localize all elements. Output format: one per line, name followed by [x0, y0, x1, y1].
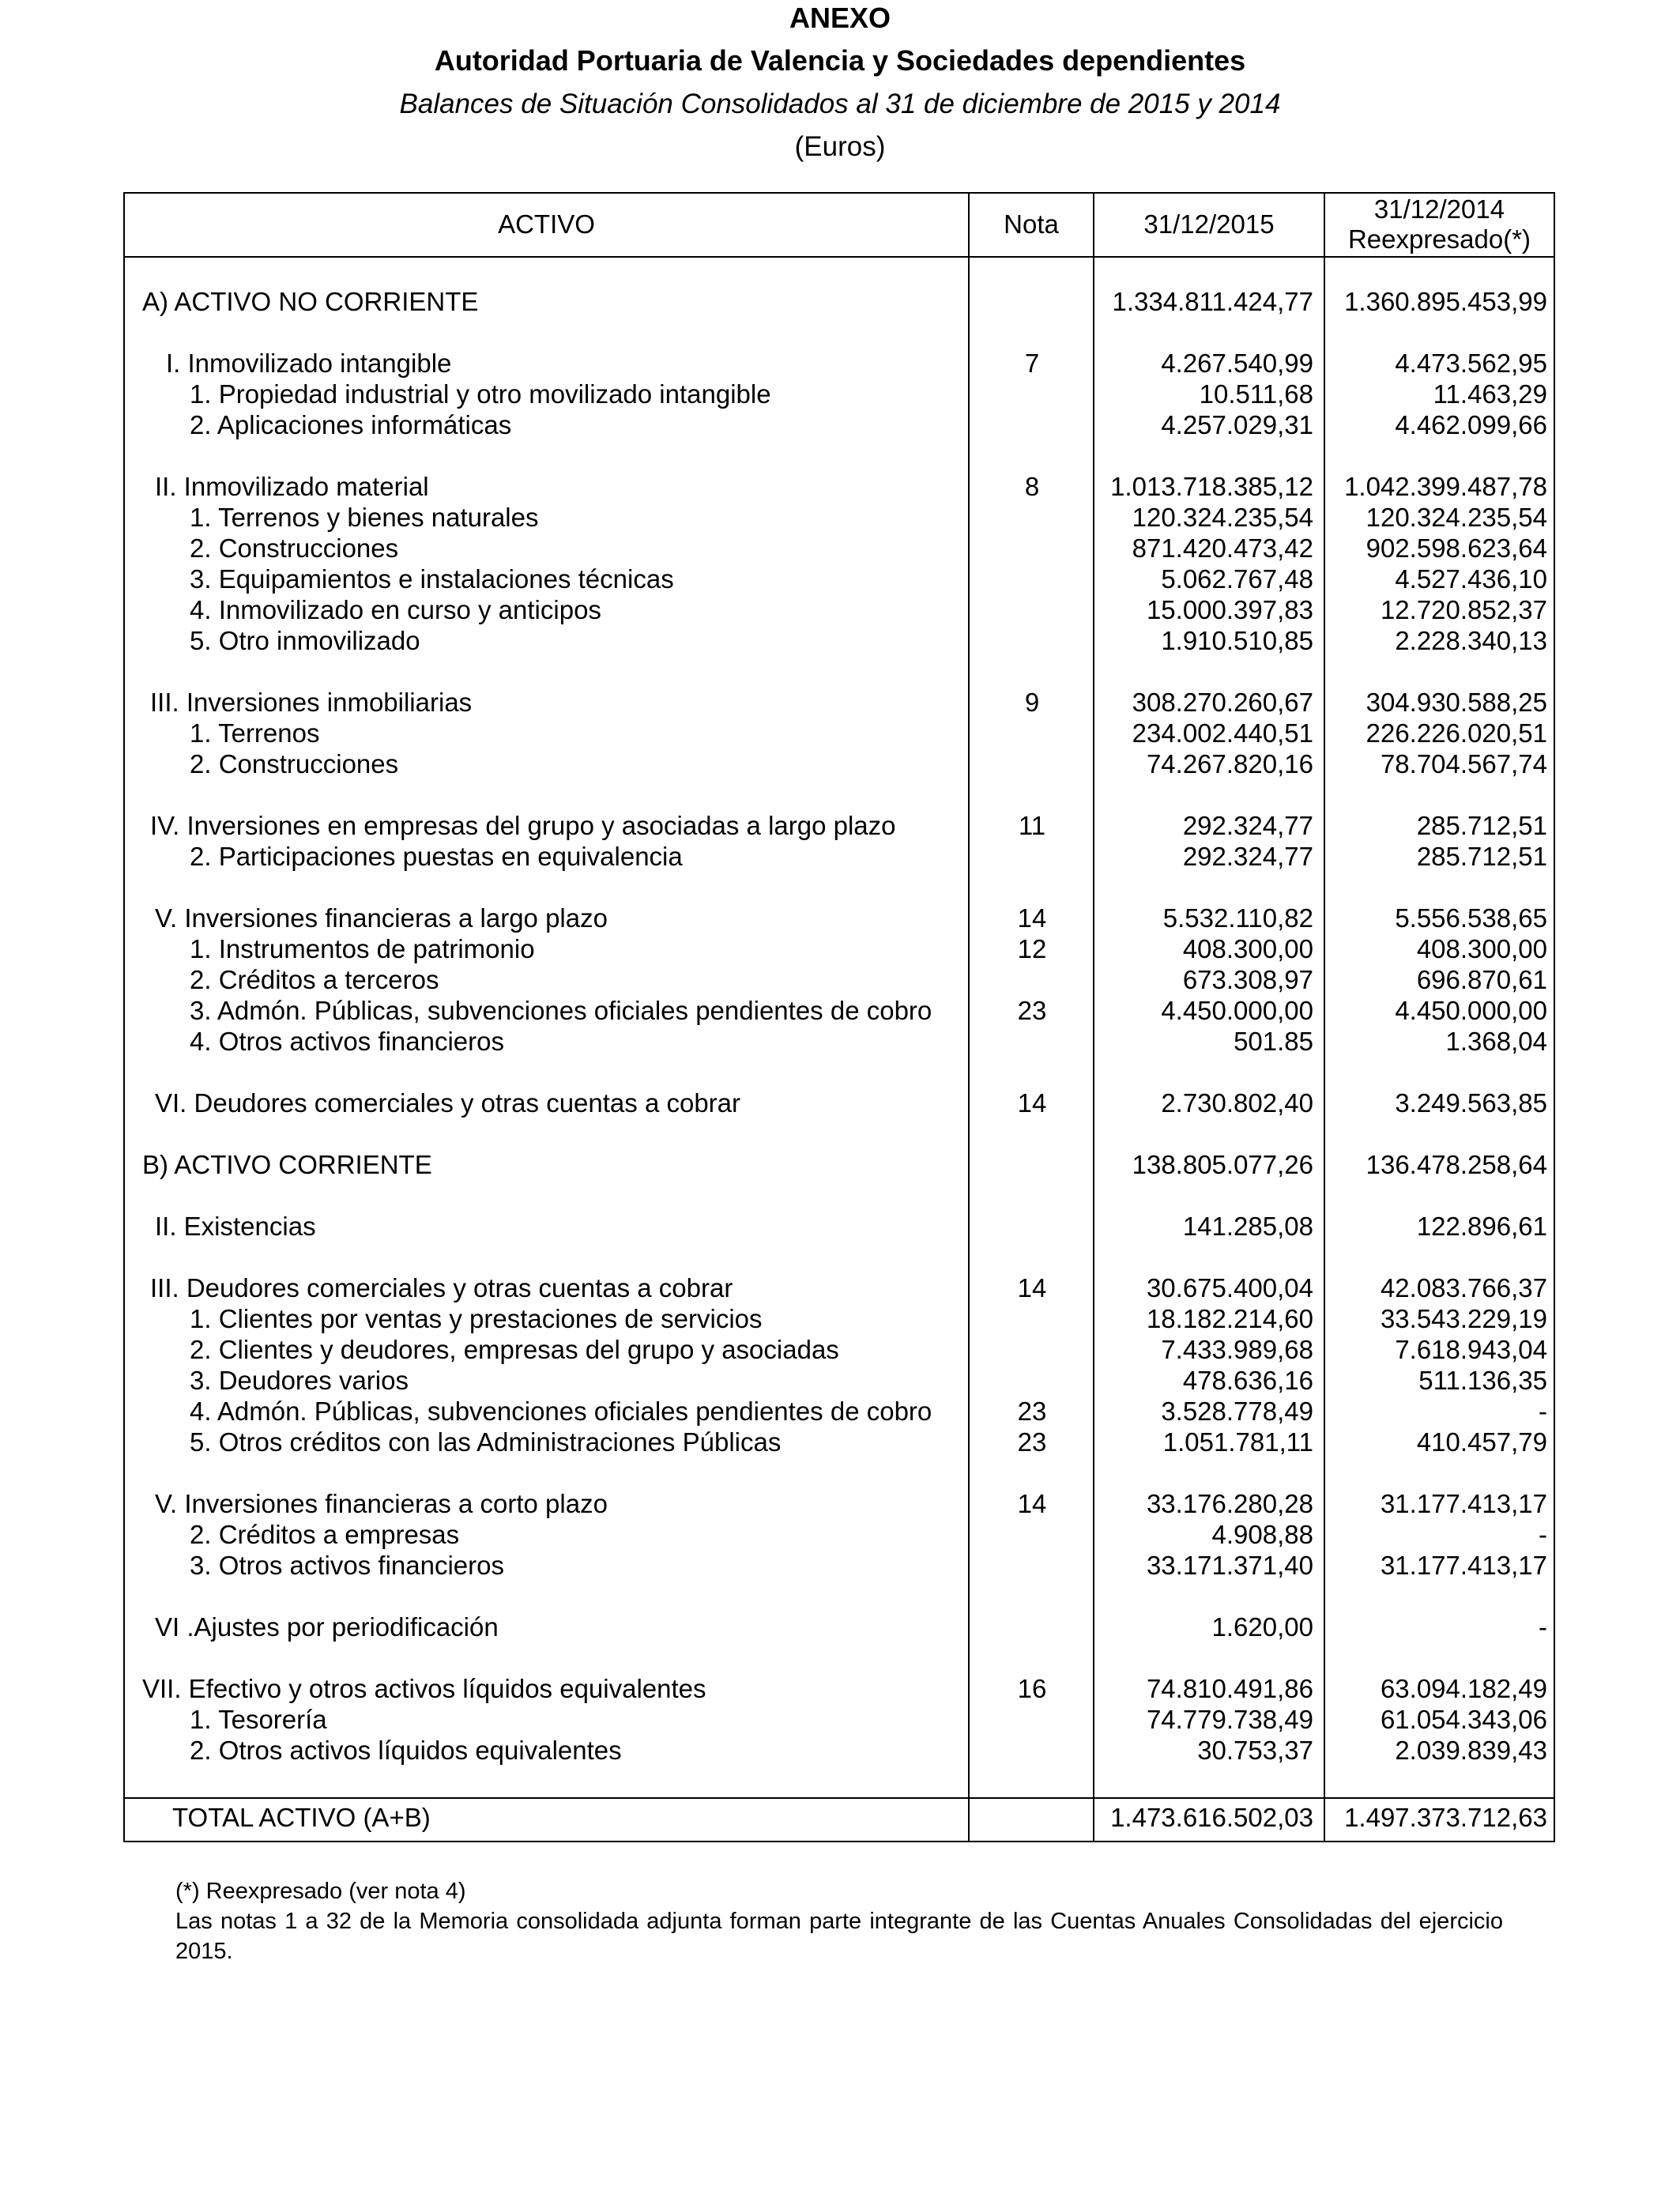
- table-row: [125, 1488, 1554, 1519]
- row-value-2015: 33.176.280,28: [1146, 1489, 1313, 1518]
- row-value-2014: 902.598.623,64: [1365, 533, 1547, 563]
- row-value-2015: 30.675.400,04: [1146, 1273, 1313, 1302]
- row-value-2015: 120.324.235,54: [1132, 503, 1313, 532]
- row-label: 2. Participaciones puestas en equivalencia: [190, 842, 683, 871]
- table-row: [125, 1365, 1554, 1396]
- row-value-2015: 4.450.000,00: [1161, 996, 1313, 1025]
- row-value-2014: 511.136,35: [1418, 1366, 1547, 1395]
- row-value-2014: 285.712,51: [1416, 811, 1547, 840]
- row-value-2014: 1.360.895.453,99: [1344, 287, 1547, 316]
- table-row: [125, 810, 1554, 841]
- row-value-2014: 304.930.588,25: [1365, 688, 1547, 717]
- row-value-2015: 30.753,37: [1197, 1736, 1313, 1765]
- row-label: V. Inversiones financieras a largo plazo: [155, 903, 608, 933]
- table-row: [125, 594, 1554, 625]
- row-value-2014: 122.896,61: [1416, 1212, 1547, 1241]
- row-value-2014: 31.177.413,17: [1380, 1489, 1547, 1518]
- annex-title: ANEXO: [789, 2, 891, 34]
- row-value-2015: 74.267.820,16: [1146, 749, 1313, 778]
- row-value-2014: 2.039.839,43: [1395, 1736, 1547, 1765]
- row-value-2015: 2.730.802,40: [1161, 1088, 1313, 1118]
- row-label: 4. Otros activos financieros: [190, 1027, 504, 1056]
- statement-subtitle: Balances de Situación Consolidados al 31 de diciembre de 2015 y 2014: [399, 89, 1281, 119]
- total-divider: [125, 1797, 1554, 1799]
- table-row: [125, 1272, 1554, 1303]
- row-value-2014: 696.870,61: [1416, 965, 1547, 994]
- table-row: [125, 502, 1554, 533]
- row-note: 14: [1017, 903, 1047, 933]
- notes-footnote: Las notas 1 a 32 de la Memoria consolidada adjunta forman parte integrante de las Cuentas Anuales Consolidadas del ejercicio 2015.: [175, 1909, 1503, 1964]
- table-row: [125, 1303, 1554, 1334]
- total-value-2015: 1.473.616.502,03: [1110, 1803, 1313, 1832]
- column-header-2014-date: 31/12/2014: [1373, 194, 1505, 224]
- row-label: IV. Inversiones en empresas del grupo y asociadas a largo plazo: [150, 811, 896, 840]
- table-row: [125, 1026, 1554, 1057]
- row-value-2015: 408.300,00: [1182, 934, 1313, 963]
- row-label: 4. Admón. Públicas, subvenciones oficiales pendientes de cobro: [190, 1397, 932, 1426]
- row-note: 14: [1017, 1088, 1047, 1118]
- table-row: [125, 748, 1554, 779]
- row-value-2015: 141.285,08: [1182, 1212, 1313, 1241]
- row-value-2014: 33.543.229,19: [1380, 1304, 1547, 1333]
- table-row: [125, 1211, 1554, 1242]
- column-header-2014: [1325, 194, 1554, 254]
- row-note: 11: [1018, 811, 1046, 840]
- row-label: 1. Terrenos y bienes naturales: [190, 503, 539, 532]
- row-label: VII. Efectivo y otros activos líquidos equivalentes: [142, 1674, 706, 1703]
- total-value-2014: 1.497.373.712,63: [1344, 1803, 1547, 1832]
- balance-sheet-table: [123, 192, 1555, 1842]
- row-note: 23: [1017, 1397, 1047, 1426]
- row-value-2015: 292.324,77: [1182, 811, 1313, 840]
- row-value-2014: 4.462.099,66: [1395, 410, 1547, 439]
- table-row: [125, 1673, 1554, 1704]
- row-value-2014: 285.712,51: [1416, 842, 1547, 871]
- row-value-2015: 292.324,77: [1182, 842, 1313, 871]
- row-label: 2. Aplicaciones informáticas: [190, 410, 512, 439]
- row-value-2015: 7.433.989,68: [1161, 1335, 1313, 1364]
- row-label: VI .Ajustes por periodificación: [155, 1612, 499, 1642]
- row-label: B) ACTIVO CORRIENTE: [142, 1150, 432, 1179]
- row-value-2014: 136.478.258,64: [1365, 1150, 1547, 1179]
- row-note: 12: [1017, 934, 1047, 963]
- table-row: [125, 1704, 1554, 1735]
- row-note: 16: [1017, 1674, 1047, 1703]
- row-label: 1. Instrumentos de patrimonio: [190, 934, 535, 963]
- row-value-2015: 1.334.811.424,77: [1112, 287, 1313, 316]
- row-value-2014: -: [1539, 1520, 1547, 1549]
- row-note: 14: [1017, 1273, 1047, 1302]
- row-label: 5. Otro inmovilizado: [190, 626, 420, 655]
- column-header-2014-restated: Reexpresado(*): [1347, 224, 1531, 254]
- row-label: A) ACTIVO NO CORRIENTE: [142, 287, 479, 316]
- table-row: [125, 964, 1554, 995]
- row-value-2015: 308.270.260,67: [1132, 688, 1313, 717]
- row-value-2015: 1.620,00: [1211, 1612, 1313, 1642]
- row-label: 4. Inmovilizado en curso y anticipos: [190, 595, 601, 624]
- restated-footnote: (*) Reexpresado (ver nota 4): [175, 1879, 466, 1904]
- row-value-2014: 408.300,00: [1416, 934, 1547, 963]
- header-divider: [125, 256, 1554, 258]
- row-value-2015: 673.308,97: [1182, 965, 1313, 994]
- table-row: [125, 687, 1554, 718]
- row-label: 3. Deudores varios: [190, 1366, 409, 1395]
- table-row: [125, 286, 1554, 317]
- table-row: [125, 379, 1554, 409]
- row-value-2014: 410.457,79: [1416, 1427, 1547, 1457]
- row-value-2015: 10.511,68: [1199, 379, 1313, 409]
- row-value-2015: 33.171.371,40: [1146, 1551, 1313, 1580]
- table-row: [125, 1550, 1554, 1581]
- row-value-2015: 1.051.781,11: [1162, 1427, 1313, 1457]
- row-value-2015: 5.062.767,48: [1161, 564, 1313, 594]
- row-label: 2. Otros activos líquidos equivalentes: [190, 1736, 622, 1765]
- table-row: [125, 1427, 1554, 1457]
- row-value-2015: 3.528.778,49: [1161, 1397, 1313, 1426]
- row-value-2014: 4.450.000,00: [1395, 996, 1547, 1025]
- row-value-2014: 226.226.020,51: [1365, 718, 1547, 748]
- table-row: [125, 1396, 1554, 1427]
- table-row: [125, 625, 1554, 656]
- table-row: [125, 841, 1554, 872]
- table-row: [125, 1519, 1554, 1550]
- row-label: V. Inversiones financieras a corto plazo: [155, 1489, 608, 1518]
- row-value-2014: 5.556.538,65: [1395, 903, 1547, 933]
- row-value-2015: 18.182.214,60: [1146, 1304, 1313, 1333]
- row-value-2015: 74.779.738,49: [1146, 1705, 1313, 1734]
- row-value-2014: 2.228.340,13: [1395, 626, 1547, 655]
- table-row: [125, 564, 1554, 594]
- row-note: 23: [1017, 996, 1047, 1025]
- row-label: II. Existencias: [155, 1212, 316, 1241]
- row-value-2015: 1.910.510,85: [1161, 626, 1313, 655]
- table-row: [125, 718, 1554, 748]
- row-label: 2. Créditos a empresas: [190, 1520, 460, 1549]
- currency-unit: (Euros): [794, 131, 886, 162]
- row-label: 3. Admón. Públicas, subvenciones oficiales pendientes de cobro: [190, 996, 932, 1025]
- row-label: I. Inmovilizado intangible: [166, 349, 452, 378]
- row-value-2015: 74.810.491,86: [1146, 1674, 1313, 1703]
- row-value-2015: 871.420.473,42: [1132, 533, 1313, 563]
- table-row: [125, 348, 1554, 379]
- total-label: TOTAL ACTIVO (A+B): [172, 1803, 431, 1832]
- row-value-2014: 61.054.343,06: [1380, 1705, 1547, 1734]
- row-label: 5. Otros créditos con las Administraciones Públicas: [190, 1427, 782, 1457]
- row-value-2014: 4.473.562,95: [1395, 349, 1547, 378]
- row-note: 7: [1024, 349, 1040, 378]
- row-value-2015: 5.532.110,82: [1162, 903, 1313, 933]
- row-value-2014: -: [1539, 1612, 1547, 1642]
- table-row: [125, 1735, 1554, 1766]
- row-value-2014: 4.527.436,10: [1395, 564, 1547, 594]
- row-label: 2. Construcciones: [190, 749, 399, 778]
- row-value-2015: 4.908,88: [1211, 1520, 1313, 1549]
- row-value-2015: 4.267.540,99: [1161, 349, 1313, 378]
- row-note: 9: [1024, 688, 1040, 717]
- row-label: III. Inversiones inmobiliarias: [150, 688, 473, 717]
- column-header-activo: ACTIVO: [498, 209, 595, 239]
- row-value-2014: 42.083.766,37: [1380, 1273, 1547, 1302]
- row-note: 23: [1017, 1427, 1047, 1457]
- row-value-2014: 63.094.182,49: [1380, 1674, 1547, 1703]
- row-value-2015: 4.257.029,31: [1161, 410, 1313, 439]
- row-label: 3. Equipamientos e instalaciones técnicas: [190, 564, 674, 594]
- row-value-2014: 1.042.399.487,78: [1344, 472, 1547, 501]
- table-row: [125, 409, 1554, 440]
- row-value-2014: 11.463,29: [1433, 379, 1547, 409]
- row-label: 2. Construcciones: [190, 533, 399, 563]
- table-row: [125, 533, 1554, 564]
- row-label: 2. Clientes y deudores, empresas del grupo y asociadas: [190, 1335, 839, 1364]
- column-header-2015: 31/12/2015: [1143, 209, 1275, 239]
- row-label: 2. Créditos a terceros: [190, 965, 439, 994]
- row-value-2014: 7.618.943,04: [1395, 1335, 1547, 1364]
- entity-title: Autoridad Portuaria de Valencia y Sociedades dependientes: [434, 44, 1246, 77]
- row-value-2015: 15.000.397,83: [1146, 595, 1313, 624]
- table-row: [125, 1334, 1554, 1365]
- row-label: VI. Deudores comerciales y otras cuentas a cobrar: [155, 1088, 741, 1118]
- row-note: 14: [1017, 1489, 1047, 1518]
- table-row: [125, 933, 1554, 964]
- row-value-2014: 31.177.413,17: [1380, 1551, 1547, 1580]
- table-row: [125, 1612, 1554, 1642]
- row-label: III. Deudores comerciales y otras cuentas a cobrar: [150, 1273, 733, 1302]
- table-row: [125, 903, 1554, 933]
- row-value-2015: 1.013.718.385,12: [1110, 472, 1313, 501]
- table-row: [125, 1088, 1554, 1118]
- row-label: II. Inmovilizado material: [155, 472, 429, 501]
- row-value-2014: 78.704.567,74: [1380, 749, 1547, 778]
- row-label: 1. Tesorería: [190, 1705, 327, 1734]
- row-label: 1. Propiedad industrial y otro movilizado intangible: [190, 379, 771, 409]
- table-row: [125, 471, 1554, 502]
- total-row: [125, 1802, 1554, 1833]
- row-value-2015: 234.002.440,51: [1132, 718, 1313, 748]
- table-row: [125, 1149, 1554, 1180]
- row-label: 3. Otros activos financieros: [190, 1551, 504, 1580]
- column-header-nota: Nota: [1004, 209, 1059, 239]
- row-note: 8: [1024, 472, 1040, 501]
- row-label: 1. Terrenos: [190, 718, 320, 748]
- row-value-2014: 120.324.235,54: [1365, 503, 1547, 532]
- row-value-2015: 501.85: [1234, 1027, 1313, 1056]
- table-row: [125, 995, 1554, 1026]
- row-value-2014: 1.368,04: [1445, 1027, 1547, 1056]
- footnotes: [175, 1876, 1503, 1966]
- row-value-2015: 138.805.077,26: [1132, 1150, 1313, 1179]
- row-value-2014: -: [1539, 1397, 1547, 1426]
- row-value-2014: 12.720.852,37: [1380, 595, 1547, 624]
- row-label: 1. Clientes por ventas y prestaciones de servicios: [190, 1304, 763, 1333]
- row-value-2014: 3.249.563,85: [1395, 1088, 1547, 1118]
- row-value-2015: 478.636,16: [1182, 1366, 1313, 1395]
